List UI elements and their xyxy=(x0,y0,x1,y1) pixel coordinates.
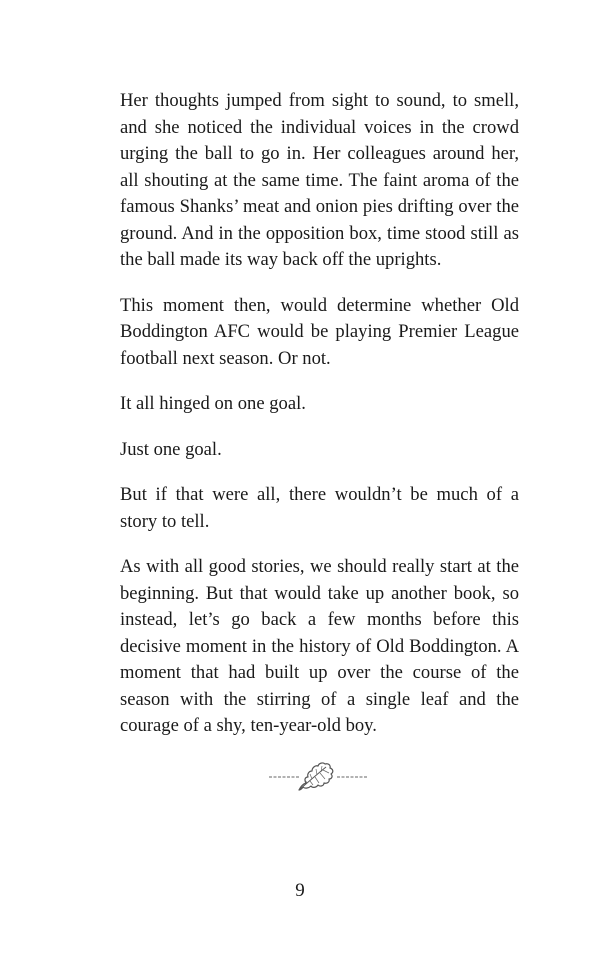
paragraph: Just one goal. xyxy=(120,438,222,460)
paragraph: Her thoughts jumped from sight to sound, to smell, and she noticed the individual voices in the crowd urging the ball to go in. Her colleagues around her, all shouting at the same time. The faint aroma of the famous Shanks’ meat and onion pies drifting over the ground. And in the opposition box, time stood still as the ball made its way back off the uprights. xyxy=(120,90,519,270)
paragraph: But if that were all, there wouldn’t be much of a story to tell. xyxy=(120,484,519,532)
paragraph: It all hinged on one goal. xyxy=(120,393,306,414)
section-divider-ornament xyxy=(255,752,380,802)
paragraph: This moment then, would determine whether Old Boddington AFC would be playing Premier League football next season. Or not. xyxy=(120,294,519,369)
body-text xyxy=(120,88,519,759)
oak-leaf-icon xyxy=(255,752,380,802)
page-number: 9 xyxy=(295,880,305,901)
paragraph: As with all good stories, we should really start at the beginning. But that would take up another book, so instead, let’s go back a few months before this decisive moment in the history of Old Boddington. A moment that had built up over the course of the season with the stirring of a single leaf and the courage of a shy, ten-year-old boy. xyxy=(120,556,519,736)
